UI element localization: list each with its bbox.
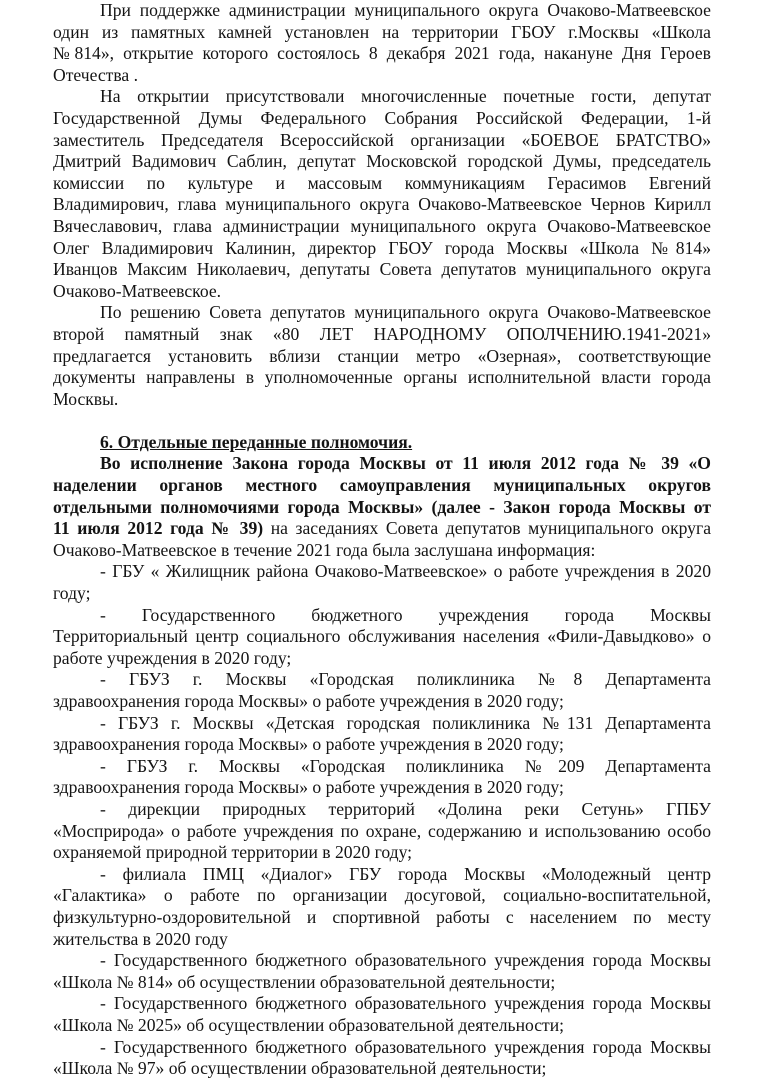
line-text: охраняемой природной территории в 2020 году; xyxy=(53,842,413,863)
blank-line xyxy=(53,410,711,432)
text-line xyxy=(53,669,711,691)
line-text: 11 июля 2012 года № 39) на заседаниях Совета депутатов муниципального округа xyxy=(53,518,711,539)
line-text: здравоохранения города Москвы» о работе учреждения в 2020 году; xyxy=(53,691,564,711)
document-page xyxy=(53,0,711,1080)
line-text: второй памятный знак «80 ЛЕТ НАРОДНОМУ ОПОЛЧЕНИЮ.1941-2021» xyxy=(53,323,711,344)
line-text: - Государственного бюджетного образовательного учреждения города Москвы xyxy=(100,993,711,1014)
text-line xyxy=(53,540,711,562)
text-line xyxy=(53,475,711,497)
text-line xyxy=(53,907,711,929)
text-line xyxy=(53,65,711,87)
line-text: комиссии по культуре и массовым коммуникациям Герасимов Евгений xyxy=(53,172,711,193)
line-text: году; xyxy=(53,583,91,604)
text-line xyxy=(53,194,711,216)
line-text: «Школа № 814» об осуществлении образовательной деятельности; xyxy=(53,971,556,992)
line-text: Очаково-Матвеевское в течение 2021 года была заслушана информация: xyxy=(53,539,596,560)
text-line xyxy=(53,432,711,454)
text-line xyxy=(53,691,711,713)
line-text: Олег Владимирович Калинин, директор ГБОУ города Москвы «Школа №814» xyxy=(53,237,711,258)
text-line xyxy=(53,734,711,756)
line-text: - ГБУЗ г. Москвы «Городская поликлиника №8 Департамента xyxy=(100,669,711,690)
line-text: Вячеславович, глава администрации муниципального округа Очаково-Матвеевское xyxy=(53,215,711,236)
text-line xyxy=(53,238,711,260)
bold-reference: 11 июля 2012 года № 39) xyxy=(53,518,264,539)
line-text: - ГБУ « Жилищник района Очаково-Матвеевское» о работе учреждения в 2020 xyxy=(100,561,711,582)
text-line xyxy=(53,583,711,605)
text-line xyxy=(53,389,711,411)
text-line xyxy=(53,950,711,972)
line-text: Территориальный центр социального обслуживания населения «Фили-Давыдково» о xyxy=(53,626,711,647)
line-text: Отечества . xyxy=(53,64,139,85)
text-line xyxy=(53,842,711,864)
line-text: Дмитрий Вадимович Саблин, депутат Московской городской Думы, председатель xyxy=(53,151,711,172)
text-line xyxy=(53,648,711,670)
line-text: При поддержке администрации муниципального округа Очаково-Матвеевское xyxy=(100,0,711,20)
line-text: - Государственного бюджетного образовательного учреждения города Москвы xyxy=(100,1036,711,1057)
line-text: Москвы. xyxy=(53,388,119,409)
text-line xyxy=(53,605,711,627)
line-text: - дирекции природных территорий «Долина реки Сетунь» ГПБУ xyxy=(100,798,711,819)
text-line xyxy=(53,1015,711,1037)
line-text: документы направлены в уполномоченные органы исполнительной власти города xyxy=(53,367,711,388)
text-line xyxy=(53,713,711,735)
text-line xyxy=(53,367,711,389)
line-text: - Государственного бюджетного образовательного учреждения города Москвы xyxy=(100,950,711,971)
text-line xyxy=(53,497,711,519)
line-text: На открытии присутствовали многочисленные почетные гости, депутат xyxy=(100,86,711,107)
line-text: - ГБУЗ г. Москвы «Городская поликлиника №209 Департамента xyxy=(100,755,711,776)
text-line xyxy=(53,885,711,907)
line-text: «Мосприрода» о работе учреждения по охране, содержанию и использованию особо xyxy=(53,820,711,841)
text-line xyxy=(53,43,711,65)
text-line xyxy=(53,151,711,173)
line-text: Во исполнение Закона города Москвы от 11 июля 2012 года № 39 «О xyxy=(100,453,711,474)
text-line xyxy=(53,259,711,281)
text-line xyxy=(53,86,711,108)
line-text: Владимирович, глава муниципального округа Очаково-Матвеевское Чернов Кирилл xyxy=(53,194,711,215)
line-text: жительства в 2020 году xyxy=(53,928,228,949)
line-text: отдельными полномочиями города Москвы» (далее - Закон города Москвы от xyxy=(53,496,711,517)
line-text: заместитель Председателя Всероссийской организации «БОЕВОЕ БРАТСТВО» xyxy=(53,129,711,150)
text-line xyxy=(53,22,711,44)
line-text: один из памятных камней установлен на территории ГБОУ г.Москвы «Школа xyxy=(53,21,711,42)
text-line xyxy=(53,130,711,152)
text-line xyxy=(53,324,711,346)
text-line xyxy=(53,346,711,368)
text-line xyxy=(53,1037,711,1059)
line-text: Очаково-Матвеевское. xyxy=(53,280,222,301)
line-text: Государственной Думы Федерального Собрания Российской Федерации, 1-й xyxy=(53,107,711,128)
text-line xyxy=(53,972,711,994)
line-text: наделении органов местного самоуправления муниципальных округов xyxy=(53,475,711,496)
line-text: - филиала ПМЦ «Диалог» ГБУ города Москвы «Молодежный центр xyxy=(100,863,711,884)
line-text: предлагается установить вблизи станции метро «Озерная», соответствующие xyxy=(53,345,711,366)
text-line xyxy=(53,173,711,195)
line-text: - ГБУЗ г. Москвы «Детская городская поликлиника №131 Департамента xyxy=(100,712,711,733)
line-text: Иванцов Максим Николаевич, депутаты Совета депутатов муниципального округа xyxy=(53,259,711,280)
text-line xyxy=(53,281,711,303)
line-text: здравоохранения города Москвы» о работе учреждения в 2020 году; xyxy=(53,734,564,755)
line-text: «Школа № 2025» об осуществлении образовательной деятельности; xyxy=(53,1014,565,1035)
text-line xyxy=(53,756,711,778)
text-line xyxy=(53,216,711,238)
text-line xyxy=(53,561,711,583)
text-line xyxy=(53,864,711,886)
line-text: №814», открытие которого состоялось 8 декабря 2021 года, накануне Дня Героев xyxy=(53,43,711,64)
text-line xyxy=(53,0,711,22)
line-text: физкультурно-оздоровительной и спортивной работы с населением по месту xyxy=(53,906,711,927)
line-text: «Школа № 97» об осуществлении образовательной деятельности; xyxy=(53,1058,547,1079)
line-text: здравоохранения города Москвы» о работе учреждения в 2020 году; xyxy=(53,777,564,798)
line-text: По решению Совета депутатов муниципального округа Очаково-Матвеевское xyxy=(100,302,711,323)
text-line xyxy=(53,453,711,475)
text-line xyxy=(53,777,711,799)
line-text: 6. Отдельные переданные полномочия. xyxy=(100,431,413,452)
text-line xyxy=(53,302,711,324)
text-line xyxy=(53,1058,711,1080)
line-text: - Государственного бюджетного учреждения города Москвы xyxy=(100,604,711,625)
text-line xyxy=(53,929,711,951)
text-line xyxy=(53,108,711,130)
text-line xyxy=(53,821,711,843)
text-line xyxy=(53,518,711,540)
line-text: «Галактика» о работе по организации досуговой, социально-воспитательной, xyxy=(53,885,711,906)
text-line xyxy=(53,993,711,1015)
text-line xyxy=(53,626,711,648)
text-line xyxy=(53,799,711,821)
line-text: работе учреждения в 2020 году; xyxy=(53,647,292,668)
